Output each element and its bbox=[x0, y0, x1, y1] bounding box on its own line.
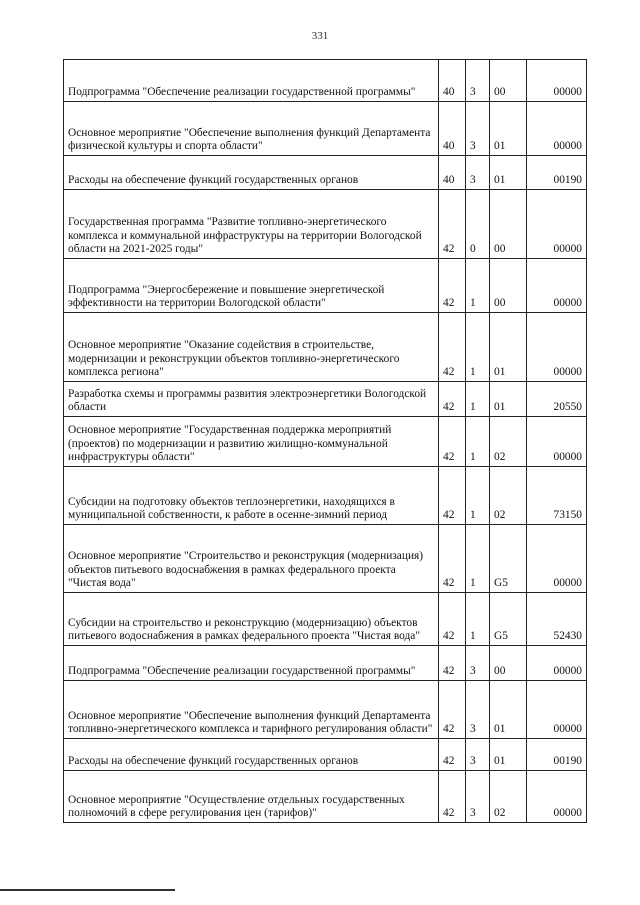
activity-code-cell: 02 bbox=[490, 771, 527, 823]
subprogram-code-cell: 1 bbox=[466, 417, 490, 467]
activity-code-cell: 00 bbox=[490, 60, 527, 102]
program-code-cell: 42 bbox=[439, 417, 466, 467]
expense-code-cell: 00000 bbox=[527, 313, 587, 382]
expense-code-cell: 00000 bbox=[527, 60, 587, 102]
program-code-cell: 42 bbox=[439, 259, 466, 313]
table-row bbox=[64, 313, 587, 382]
activity-code-cell: 02 bbox=[490, 417, 527, 467]
subprogram-code-cell: 1 bbox=[466, 259, 490, 313]
row-name-cell: Основное мероприятие "Обеспечение выполнения функций Департамента топливно-энергетического комплекса и тарифного регулирования области" bbox=[64, 681, 439, 739]
expense-code-cell: 00000 bbox=[527, 646, 587, 681]
row-name-cell: Субсидии на строительство и реконструкцию (модернизацию) объектов питьевого водоснабжения в рамках федерального проекта "Чистая вода" bbox=[64, 593, 439, 646]
activity-code-cell: G5 bbox=[490, 525, 527, 593]
table-row bbox=[64, 525, 587, 593]
expense-code-cell: 00000 bbox=[527, 525, 587, 593]
table-row bbox=[64, 102, 587, 156]
program-code-cell: 42 bbox=[439, 646, 466, 681]
row-name-cell: Подпрограмма "Обеспечение реализации государственной программы" bbox=[64, 646, 439, 681]
expense-code-cell: 00190 bbox=[527, 156, 587, 190]
row-name-cell: Основное мероприятие "Строительство и реконструкция (модернизация) объектов питьевого водоснабжения в рамках федерального проекта "Чистая вода" bbox=[64, 525, 439, 593]
table-row bbox=[64, 382, 587, 417]
subprogram-code-cell: 3 bbox=[466, 156, 490, 190]
program-code-cell: 42 bbox=[439, 771, 466, 823]
subprogram-code-cell: 1 bbox=[466, 525, 490, 593]
row-name-cell: Основное мероприятие "Обеспечение выполнения функций Департамента физической культуры и спорта области" bbox=[64, 102, 439, 156]
activity-code-cell: 01 bbox=[490, 739, 527, 771]
table-row bbox=[64, 467, 587, 525]
subprogram-code-cell: 3 bbox=[466, 681, 490, 739]
table-row bbox=[64, 646, 587, 681]
subprogram-code-cell: 3 bbox=[466, 102, 490, 156]
table-row bbox=[64, 681, 587, 739]
expense-code-cell: 00000 bbox=[527, 771, 587, 823]
table-row bbox=[64, 593, 587, 646]
expense-code-cell: 00190 bbox=[527, 739, 587, 771]
table-row bbox=[64, 771, 587, 823]
activity-code-cell: 01 bbox=[490, 681, 527, 739]
row-name-cell: Субсидии на подготовку объектов теплоэнергетики, находящихся в муниципальной собственности, к работе в осенне-зимний период bbox=[64, 467, 439, 525]
expense-code-cell: 00000 bbox=[527, 259, 587, 313]
subprogram-code-cell: 3 bbox=[466, 60, 490, 102]
activity-code-cell: 00 bbox=[490, 646, 527, 681]
program-code-cell: 40 bbox=[439, 102, 466, 156]
program-code-cell: 42 bbox=[439, 525, 466, 593]
subprogram-code-cell: 0 bbox=[466, 190, 490, 259]
subprogram-code-cell: 3 bbox=[466, 739, 490, 771]
row-name-cell: Основное мероприятие "Государственная поддержка мероприятий (проектов) по модернизации и развитию жилищно-коммунальной инфраструктуры области" bbox=[64, 417, 439, 467]
scan-edge-line bbox=[0, 889, 175, 891]
row-name-cell: Основное мероприятие "Оказание содействия в строительстве, модернизации и реконструкции объектов топливно-энергетического комплекса региона" bbox=[64, 313, 439, 382]
activity-code-cell: 01 bbox=[490, 382, 527, 417]
row-name-cell: Подпрограмма "Обеспечение реализации государственной программы" bbox=[64, 60, 439, 102]
row-name-cell: Расходы на обеспечение функций государственных органов bbox=[64, 739, 439, 771]
table-row bbox=[64, 190, 587, 259]
activity-code-cell: 01 bbox=[490, 102, 527, 156]
expense-code-cell: 20550 bbox=[527, 382, 587, 417]
expense-code-cell: 73150 bbox=[527, 467, 587, 525]
activity-code-cell: 00 bbox=[490, 190, 527, 259]
activity-code-cell: 00 bbox=[490, 259, 527, 313]
row-name-cell: Государственная программа "Развитие топливно-энергетического комплекса и коммунальной инфраструктуры на территории Вологодской области на 2021-2025 годы" bbox=[64, 190, 439, 259]
row-name-cell: Подпрограмма "Энергосбережение и повышение энергетической эффективности на территории Вологодской области" bbox=[64, 259, 439, 313]
row-name-cell: Разработка схемы и программы развития электроэнергетики Вологодской области bbox=[64, 382, 439, 417]
expense-code-cell: 52430 bbox=[527, 593, 587, 646]
program-code-cell: 40 bbox=[439, 156, 466, 190]
program-code-cell: 42 bbox=[439, 681, 466, 739]
subprogram-code-cell: 1 bbox=[466, 593, 490, 646]
page-number: 331 bbox=[311, 30, 329, 42]
program-code-cell: 42 bbox=[439, 593, 466, 646]
activity-code-cell: G5 bbox=[490, 593, 527, 646]
program-code-cell: 40 bbox=[439, 60, 466, 102]
subprogram-code-cell: 3 bbox=[466, 771, 490, 823]
budget-classification-table bbox=[63, 59, 587, 823]
program-code-cell: 42 bbox=[439, 382, 466, 417]
expense-code-cell: 00000 bbox=[527, 681, 587, 739]
table-row bbox=[64, 259, 587, 313]
table-row bbox=[64, 60, 587, 102]
table-row bbox=[64, 739, 587, 771]
program-code-cell: 42 bbox=[439, 313, 466, 382]
expense-code-cell: 00000 bbox=[527, 102, 587, 156]
subprogram-code-cell: 1 bbox=[466, 382, 490, 417]
table-row bbox=[64, 417, 587, 467]
activity-code-cell: 01 bbox=[490, 313, 527, 382]
activity-code-cell: 01 bbox=[490, 156, 527, 190]
expense-code-cell: 00000 bbox=[527, 190, 587, 259]
expense-code-cell: 00000 bbox=[527, 417, 587, 467]
subprogram-code-cell: 1 bbox=[466, 313, 490, 382]
row-name-cell: Расходы на обеспечение функций государственных органов bbox=[64, 156, 439, 190]
table-row bbox=[64, 156, 587, 190]
activity-code-cell: 02 bbox=[490, 467, 527, 525]
subprogram-code-cell: 3 bbox=[466, 646, 490, 681]
row-name-cell: Основное мероприятие "Осуществление отдельных государственных полномочий в сфере регулирования цен (тарифов)" bbox=[64, 771, 439, 823]
program-code-cell: 42 bbox=[439, 739, 466, 771]
program-code-cell: 42 bbox=[439, 467, 466, 525]
subprogram-code-cell: 1 bbox=[466, 467, 490, 525]
program-code-cell: 42 bbox=[439, 190, 466, 259]
